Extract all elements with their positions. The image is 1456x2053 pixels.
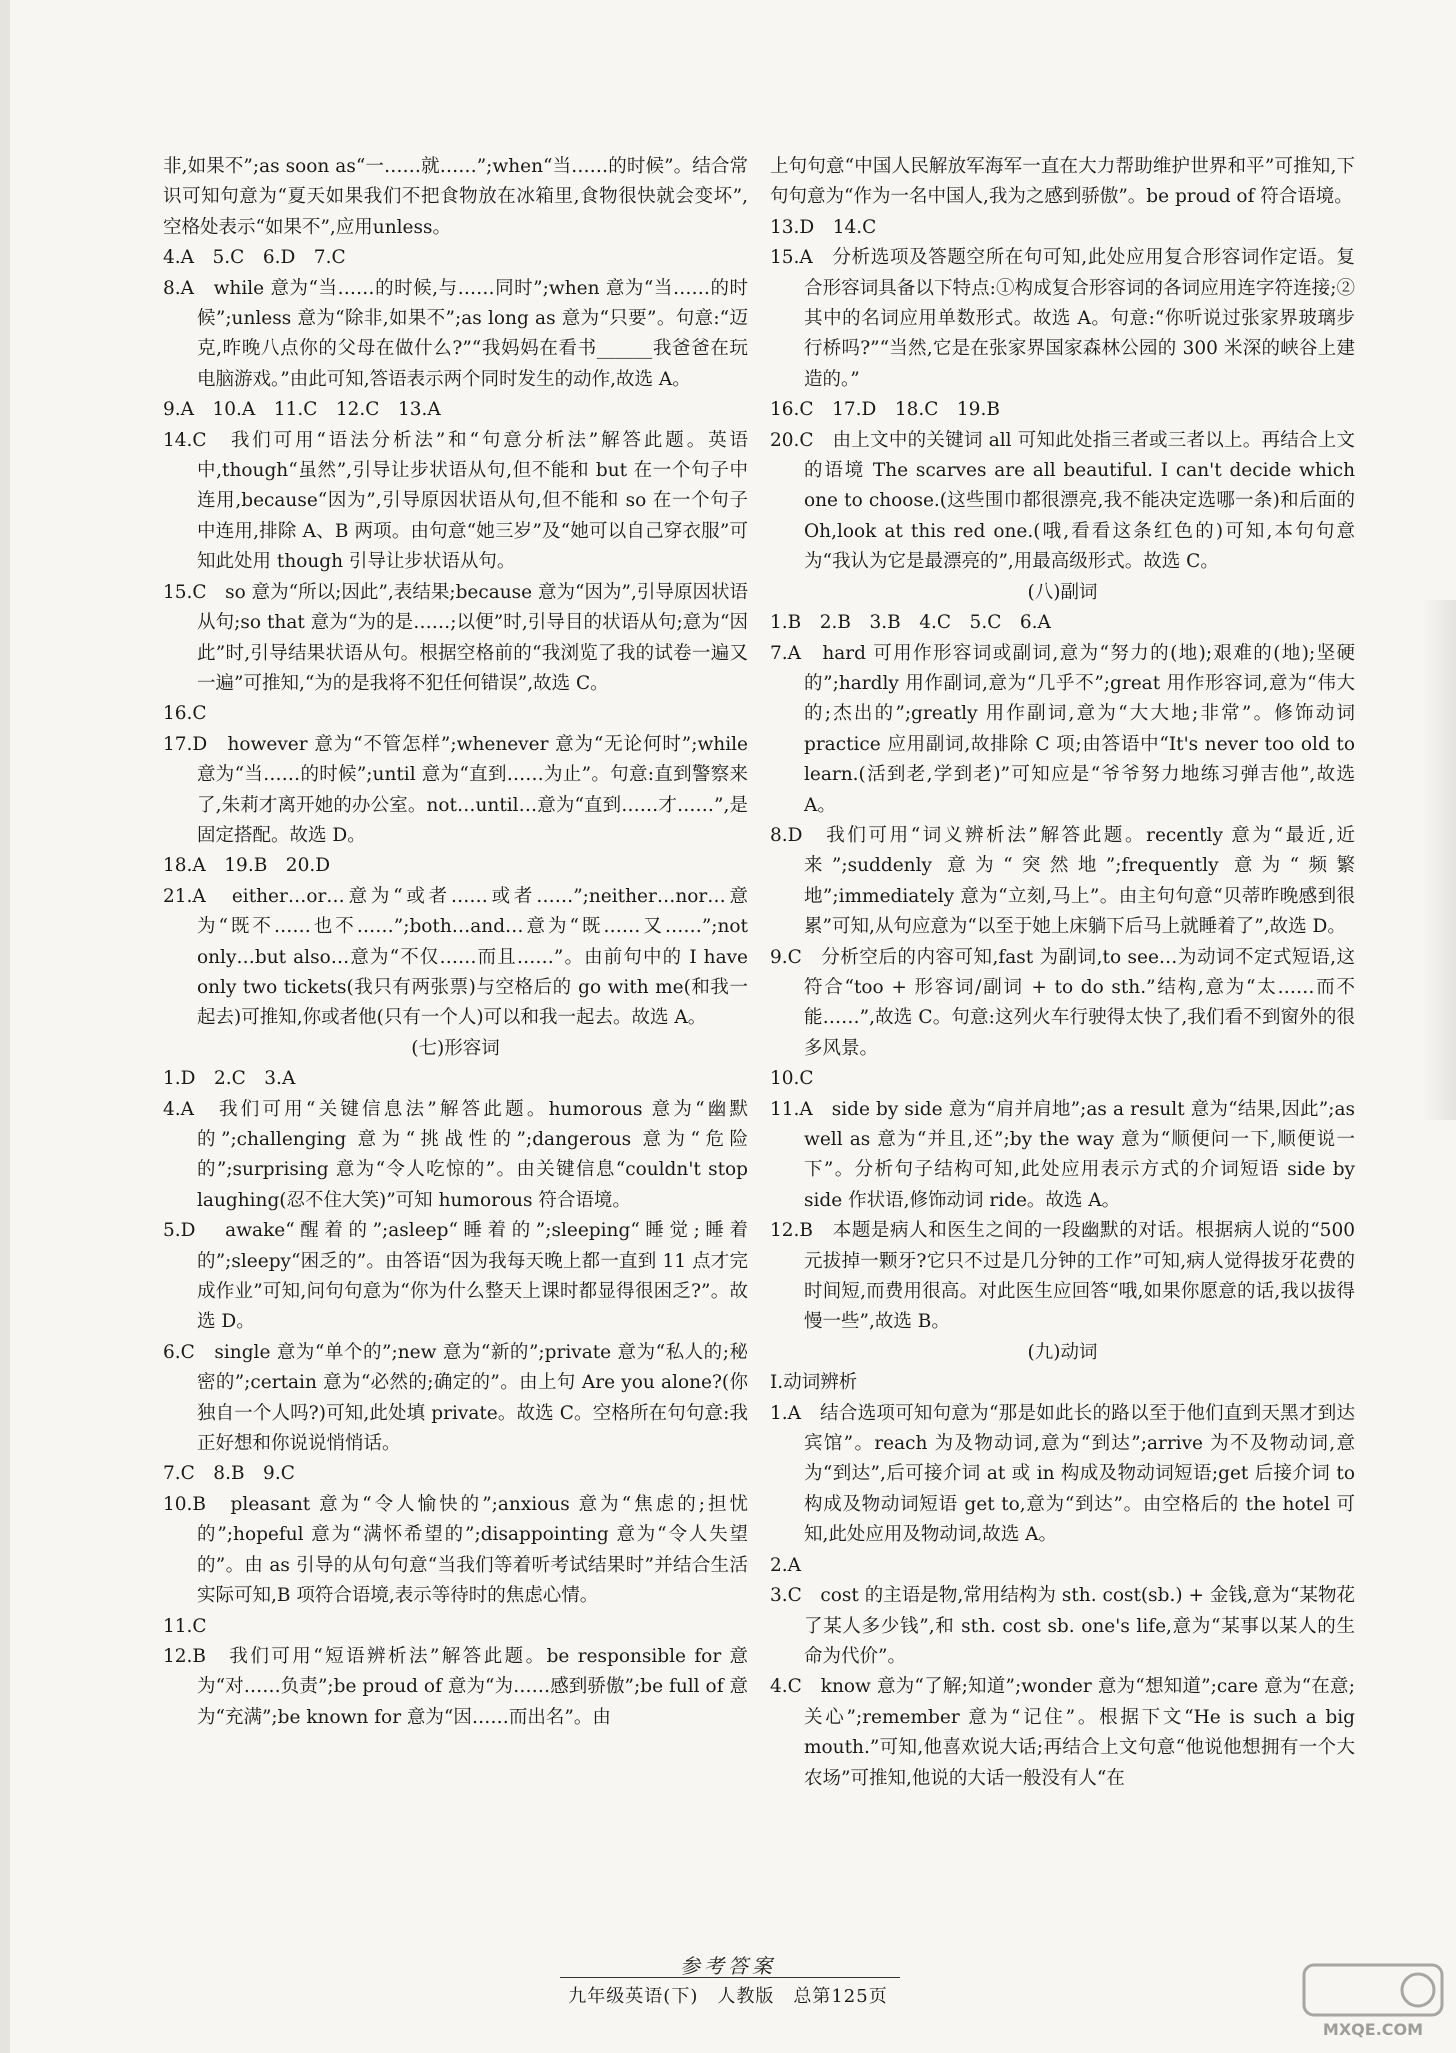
answer-item: 4.C know 意为“了解;知道”;wonder 意为“想知道”;care 意为“在意;关心”;remember 意为“记住”。根据下文“He is such a big mouth.”可知,他喜欢说大话;再结合上文句意“他说他想拥有一个大农场”可推知,他说的大话一般没有人“在 [770,1676,1361,1789]
answer-item: 17.D however 意为“不管怎样”;whenever 意为“无论何时”;while 意为“当……的时候”;until 意为“直到……为止”。句意:直到警察来了,朱莉才离开她的办公室。not…until…意为“直到……才……”,是固定搭配。故选 D。 [163,733,754,846]
watermark-logo [1298,1961,1448,2043]
footer-divider [560,1977,900,1978]
right-column [770,152,1361,1794]
answer-item: 4.A 我们可用“关键信息法”解答此题。humorous 意为“幽默的”;challenging 意为“挑战性的”;dangerous 意为“危险的”;surprising 意为“令人吃惊的”。由关键信息“couldn't stop laughing(忍不住大笑)”可知 humorous 符合语境。 [163,1098,754,1211]
answer-item: 20.C 由上文中的关键词 all 可知此处指三者或三者以上。再结合上文的语境 The scarves are all beautiful. I can't decide which one to choose.(这些围巾都很漂亮,我不能决定选哪一条)和后面的 Oh,look at this red one.(哦,看看这条红色的)可知,本句句意为“我认为它是最漂亮的”,用最高级形式。故选 C。 [770,429,1361,573]
answer-item: 16.C 17.D 18.C 19.B [770,399,1000,421]
answer-item: 15.A 分析选项及答题空所在句可知,此处应用复合形容词作定语。复合形容词具备以下特点:①构成复合形容词的各词应用连字符连接;②其中的名词应用单数形式。故选 A。句意:“你听说过张家界玻璃步行桥吗?”“当然,它是在张家界国家森林公园的 300 米深的峡谷上建造的。” [770,247,1355,390]
answer-item: 8.D 我们可用“词义辨析法”解答此题。recently 意为“最近,近来”;suddenly 意为“突然地”;frequently 意为“频繁地”;immediately 意为“立刻,马上”。由主句句意“贝蒂昨晚感到很累”可知,从句应意为“以至于她上床躺下后马上就睡着了”,故选 D。 [770,824,1355,938]
answer-item: 10.B pleasant 意为“令人愉快的”;anxious 意为“焦虑的;担忧的”;hopeful 意为“满怀希望的”;disappointing 意为“令人失望的”。由 as 引导的从句句意“当我们等着听考试结果时”并结合生活实际可知,B 项符合语境,表示等待时的焦虑心情。 [163,1493,748,1607]
answer-item: 6.C single 意为“单个的”;new 意为“新的”;private 意为“私人的;秘密的”;certain 意为“必然的;确定的”。由上句 Are you alone?(你独自一个人吗?)可知,此处填 private。故选 C。空格所在句句意:我正好想和你说说悄悄话。 [163,1341,748,1455]
continued-text: Ⅰ.动词辨析 [770,1372,858,1394]
answer-item: 5.D awake“醒着的”;asleep“睡着的”;sleeping“睡觉;睡着的”;sleepy“困乏的”。由答语“因为我每天晚上都一直到 11 点才完成作业”可知,问句句意为“你为什么整天上课时都显得很困乏?”。故选 D。 [163,1220,748,1333]
footer-title: 参考答案 [680,1954,776,1978]
answer-item: 15.C so 意为“所以;因此”,表结果;because 意为“因为”,引导原因状语从句;so that 意为“为的是……;以便”时,引导目的状语从句;意为“因此”时,引导结果状语从句。根据空格前的“我浏览了我的试卷一遍又一遍”可推知,“为的是我将不犯任何错误”,故选 C。 [163,581,748,694]
answer-item: 1.D 2.C 3.A [163,1068,296,1090]
answer-item: 1.B 2.B 3.B 4.C 5.C 6.A [770,612,1051,634]
scan-shadow [1422,600,1456,1120]
section-heading: (七)形容词 [411,1037,500,1059]
answer-item: 1.A 结合选项可知句意为“那是如此长的路以至于他们直到天黑才到达宾馆”。reach 为及物动词,意为“到达”;arrive 为不及物动词,意为“到达”,后可接介词 at 或 in 构成及物动词短语;get 后接介词 to 构成及物动词短语 get to,意为“到达”。由空格后的 the hotel 可知,此处应用及物动词,故选 A。 [770,1402,1361,1546]
answer-item: 7.C 8.B 9.C [163,1463,295,1485]
watermark-text: MXQE.COM [1322,2020,1424,2039]
answer-item: 3.C cost 的主语是物,常用结构为 sth. cost(sb.) + 金钱,意为“某物花了某人多少钱”,和 sth. cost sb. one's life,意为“某事以某人的生命为代价”。 [770,1585,1355,1667]
answer-item: 7.A hard 可用作形容词或副词,意为“努力的(地);艰难的(地);坚硬的”;hardly 用作副词,意为“几乎不”;great 用作形容词,意为“伟大的;杰出的”;greatly 用作副词,意为“大大地;非常”。修饰动词 practice 应用副词,故排除 C 项;由答语中“It's never too old to learn.(活到老,学到老)”可知应是“爷爷努力地练习弹吉他”,故选 A。 [770,642,1361,816]
answer-item: 18.A 19.B 20.D [163,855,331,877]
answer-item: 11.C [163,1615,207,1637]
left-column [163,152,754,1733]
answer-item: 21.A either…or…意为“或者……或者……”;neither…nor…意为“既不……也不……”;both…and…意为“既……又……”;not only…but also…意为“不仅……而且……”。由前句中的 I have only two tickets(我只有两张票)与空格后的 go with me(和我一起去)可推知,你或者他(只有一个人)可以和我一起去。故选 A。 [163,885,754,1029]
footer-info: 九年级英语(下) 人教版 总第125页 [568,1986,888,2007]
section-heading: (九)动词 [1027,1341,1098,1363]
answer-item: 12.B 我们可用“短语辨析法”解答此题。be responsible for 意为“对……负责”;be proud of 意为“为……感到骄傲”;be full of 意为“充满”;be known for 意为“因……而出名”。由 [163,1645,748,1728]
answer-item: 11.A side by side 意为“肩并肩地”;as a result 意为“结果,因此”;as well as 意为“并且,还”;by the way 意为“顺便问一下,顺便说一下”。分析句子结构可知,此处应用表示方式的介词短语 side by side 作状语,修饰动词 ride。故选 A。 [770,1098,1361,1211]
answer-item: 2.A [770,1554,802,1576]
continued-text: 上句句意“中国人民解放军海军一直在大力帮助维护世界和平”可推知,下句句意为“作为一名中国人,我为之感到骄傲”。be proud of 符合语境。 [770,156,1355,208]
answer-item: 16.C [163,703,207,725]
answer-item: 9.C 分析空后的内容可知,fast 为副词,to see…为动词不定式短语,这符合“too + 形容词/副词 + to do sth.”结构,意为“太……而不能……”,故选 C。句意:这列火车行驶得太快了,我们看不到窗外的很多风景。 [770,946,1355,1059]
answer-item: 10.C [770,1068,814,1090]
section-heading: (八)副词 [1027,581,1098,603]
answer-item: 4.A 5.C 6.D 7.C [163,247,346,269]
answer-item: 9.A 10.A 11.C 12.C 13.A [163,399,441,421]
continued-text: 非,如果不”;as soon as“一……就……”;when“当……的时候”。结合常识可知句意为“夏天如果我们不把食物放在冰箱里,食物很快就会变坏”,空格处表示“如果不”,应用unless。 [163,156,748,238]
answer-item: 14.C 我们可用“语法分析法”和“句意分析法”解答此题。英语中,though“虽然”,引导让步状语从句,但不能和 but 在一个句子中连用,because“因为”,引导原因状语从句,但不能和 so 在一个句子中连用,排除 A、B 两项。由句意“她三岁”及“她可以自己穿衣服”可知此处用 though 引导让步状语从句。 [163,429,748,573]
answer-item: 12.B 本题是病人和医生之间的一段幽默的对话。根据病人说的“500 元拔掉一颗牙?它只不过是几分钟的工作”可知,病人觉得拔牙花费的时间短,而费用很高。对此医生应回答“哦,如果你愿意的话,我以拔得慢一些”,故选 B。 [770,1220,1361,1333]
answer-item: 13.D 14.C [770,216,877,238]
answer-item: 8.A while 意为“当……的时候,与……同时”;when 意为“当……的时候”;unless 意为“除非,如果不”;as long as 意为“只要”。句意:“迈克,昨晚八点你的父母在做什么?”“我妈妈在看书______我爸爸在玩电脑游戏。”由此可知,答语表示两个同时发生的动作,故选 A。 [163,277,748,390]
page-edge [0,0,10,2053]
